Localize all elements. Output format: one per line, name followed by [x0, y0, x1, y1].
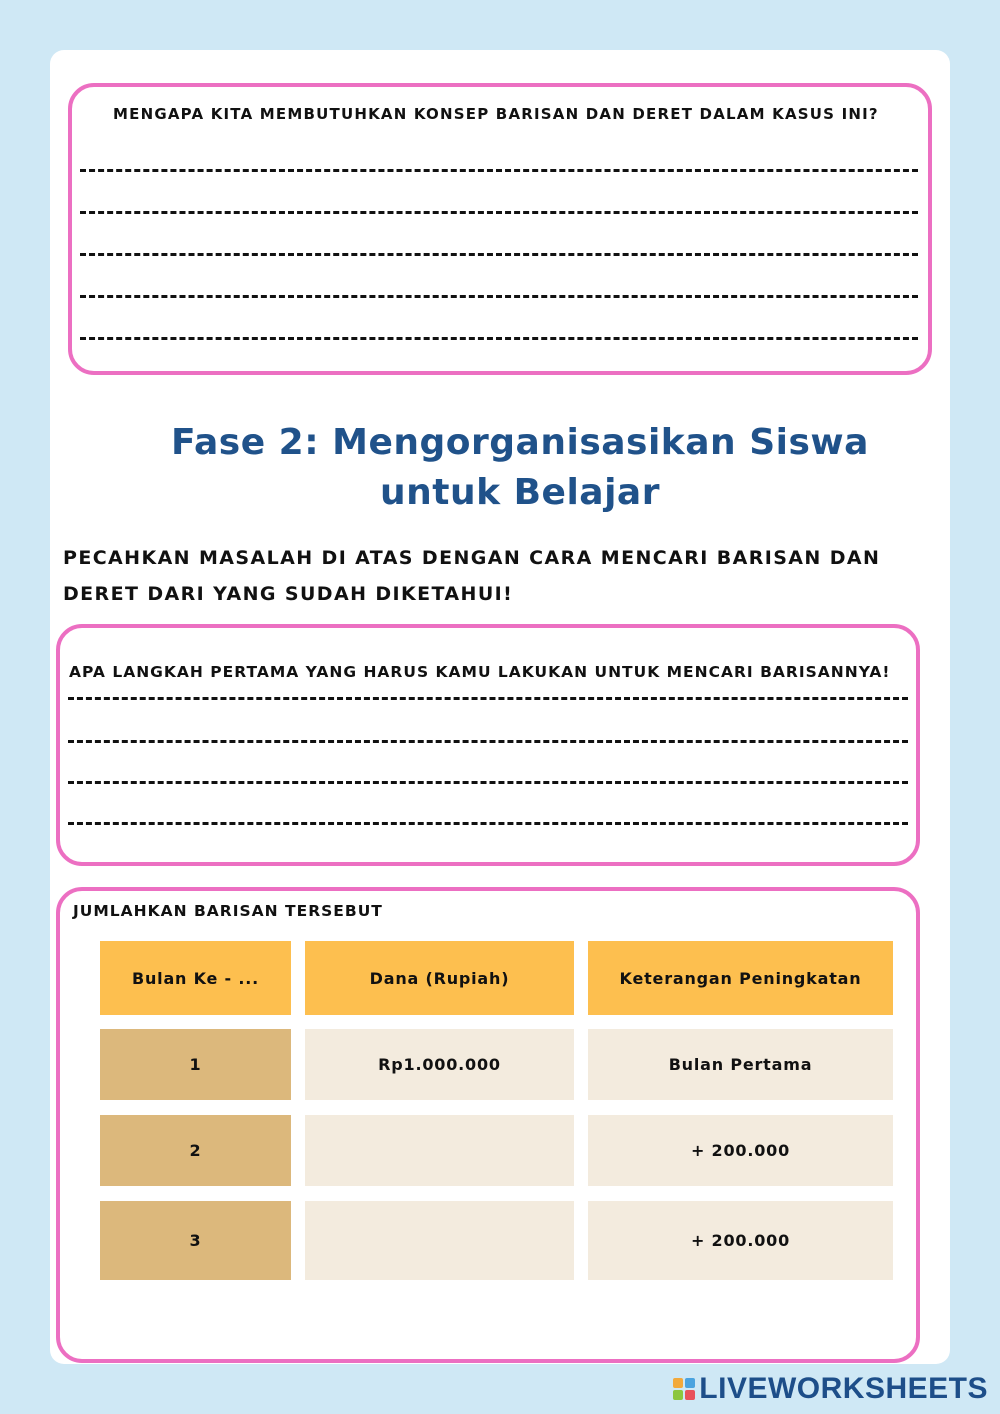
table-cell-fund-1: Rp1.000.000	[305, 1029, 574, 1100]
answer-line-2-3[interactable]	[68, 781, 908, 784]
instruction-text: PECAHKAN MASALAH DI ATAS DENGAN CARA MENCARI BARISAN DAN DERET DARI YANG SUDAH DIKETAHUI!	[63, 547, 881, 605]
liveworksheets-logo[interactable]	[673, 1372, 988, 1406]
table-cell-fund-3-input[interactable]	[305, 1201, 574, 1280]
answer-line-2-4[interactable]	[68, 822, 908, 825]
answer-line-2-2[interactable]	[68, 740, 908, 743]
table-cell-month-3: 3	[100, 1201, 291, 1280]
table-cell-month-1: 1	[100, 1029, 291, 1100]
answer-line-1-4[interactable]	[80, 295, 918, 298]
question-box-1	[68, 83, 932, 375]
answer-line-1-1[interactable]	[80, 169, 918, 172]
question-3-prompt: JUMLAHKAN BARISAN TERSEBUT	[73, 902, 383, 920]
question-1-prompt: MENGAPA KITA MEMBUTUHKAN KONSEP BARISAN DAN DERET DALAM KASUS INI?	[113, 105, 879, 123]
table-header-month: Bulan Ke - ...	[100, 941, 291, 1015]
answer-line-1-5[interactable]	[80, 337, 918, 340]
liveworksheets-mark-icon	[673, 1378, 695, 1400]
answer-line-1-3[interactable]	[80, 253, 918, 256]
answer-line-2-1[interactable]	[68, 697, 908, 700]
question-box-2	[56, 624, 920, 866]
table-cell-month-2: 2	[100, 1115, 291, 1186]
table-header-fund: Dana (Rupiah)	[305, 941, 574, 1015]
logo-text: LIVEWORKSHEETS	[699, 1372, 988, 1405]
answer-line-1-2[interactable]	[80, 211, 918, 214]
table-cell-note-3: + 200.000	[588, 1201, 893, 1280]
phase-title: Fase 2: Mengorganisasikan Siswa untuk Belajar	[171, 422, 869, 513]
question-2-prompt: APA LANGKAH PERTAMA YANG HARUS KAMU LAKUKAN UNTUK MENCARI BARISANNYA!	[69, 663, 891, 681]
table-cell-fund-2-input[interactable]	[305, 1115, 574, 1186]
table-cell-note-1: Bulan Pertama	[588, 1029, 893, 1100]
table-header-note: Keterangan Peningkatan	[588, 941, 893, 1015]
table-cell-note-2: + 200.000	[588, 1115, 893, 1186]
